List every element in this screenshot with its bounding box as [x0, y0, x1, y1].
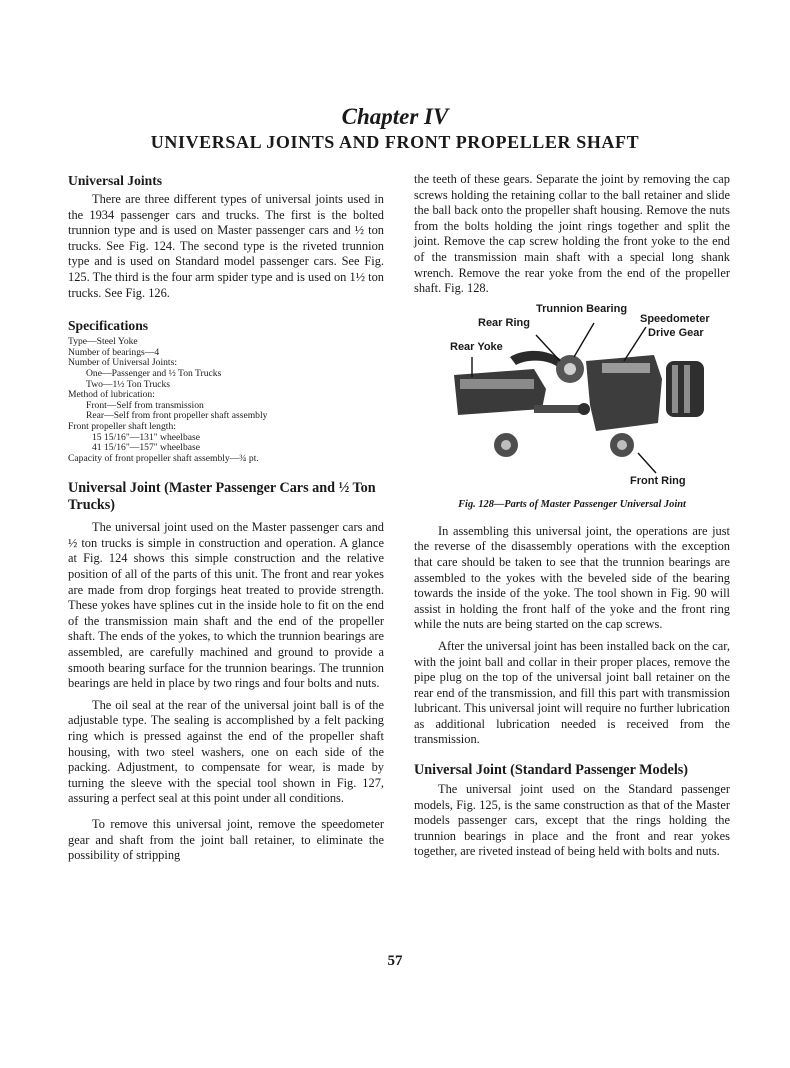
section-heading-specifications: Specifications — [68, 318, 149, 334]
paragraph-universal-joints: There are three different types of universal joints used in the 1934 passenger cars and trucks. The first is the bolted trunnion type and is used on Master passenger cars and ½ ton trucks. See Fig. 124. The second type is the riveted trunnion type and is used on Standard model passenger cars. See Fig. 125. The third is the four arm spider type and is used on 1½ ton trucks. See Fig. 126. — [68, 192, 384, 300]
paragraph-assembly-2: After the universal joint has been installed back on the car, with the joint ball and collar in their proper places, remove the pipe plug on the top of the universal joint ball retainer on the rear end of the transmission, and fill this part with transmission lubricant. This universal joint will require no further lubrication as additional lubrication needed is received from the transmission. — [414, 638, 730, 747]
bolt-shape — [534, 405, 580, 413]
spec-line: One—Passenger and ½ Ton Trucks — [86, 367, 222, 379]
spec-line: Two—1½ Ton Trucks — [86, 378, 171, 390]
paragraph-assembly-1: In assembling this universal joint, the operations are just the reverse of the disassembly operations with the exception that care should be taken to see that the trunnion bearings are assembled to the yokes with the beveled side of the bearing towards the inside of the yoke. The tool shown in Fig. 90 will assist in holding the front half of the yoke and the front ring while the nuts are being started on the cap screws. — [414, 523, 730, 632]
right-column — [414, 172, 730, 860]
paragraph-master-joint-2: The oil seal at the rear of the universal joint ball is of the adjustable type. The sealing is accomplished by a felt packing ring which is pressed against the end of the propeller shaft housing, with two steel washers, one on each side of the packing. Adjustment, to compensate for wear, is made by turning the sleeve with the special tool shown in Fig. 127, assuring a perfect seal at this point under all conditions. — [68, 697, 384, 806]
bearing-cap-center — [501, 440, 511, 450]
label-trunnion-bearing: Trunnion Bearing — [536, 302, 628, 315]
leader-line-speedometer — [624, 327, 646, 361]
rear-yoke-highlight — [460, 379, 534, 389]
leader-line-trunnion — [574, 323, 594, 357]
drive-gear-teeth — [672, 365, 678, 413]
paragraph-standard-joint: The universal joint used on the Standard passenger models, Fig. 125, is the same construction as that of the Master models passenger cars, except that the rings holding the trunnion bearings in place and the front and rear yokes together, are riveted instead of being held with bolts and nuts. — [414, 782, 730, 859]
paragraph-master-joint-1: The universal joint used on the Master passenger cars and ½ ton trucks is simple in construction and operation. A glance at Fig. 124 shows this simple construction and the relative position of all of the parts of this unit. The front and rear yokes are made from drop forgings heat treated to provide strength. These yokes have splines cut in the inside hole to fit on the end of the transmission main shaft and the end of the propeller shaft. The ends of the yokes, to which the trunnion bearings are assembled, are carefully machined and ground to provide a smooth bearing surface for the trunnion bearings. The trunnion bearings are held in place by two rings and four bolts and nuts. — [68, 520, 384, 691]
label-drive-gear: Drive Gear — [648, 326, 704, 339]
specifications-list — [68, 337, 384, 464]
page-number: 57 — [387, 953, 403, 969]
label-rear-ring: Rear Ring — [478, 316, 530, 329]
chapter-title: UNIVERSAL JOINTS AND FRONT PROPELLER SHAFT — [150, 132, 640, 152]
drive-gear-teeth — [684, 365, 690, 413]
trunnion-bearing-center — [564, 363, 576, 375]
front-yoke-highlight — [602, 363, 650, 373]
spec-line: Capacity of front propeller shaft assembly—¾ pt. — [68, 452, 259, 464]
leader-line-front-ring — [638, 453, 656, 473]
spec-line: Type—Steel Yoke — [68, 336, 138, 348]
label-speedometer: Speedometer — [640, 312, 710, 325]
spec-line: 15 15/16"—131" wheelbase — [92, 431, 201, 443]
bearing-cap-center — [617, 440, 627, 450]
spec-line: Front—Self from transmission — [86, 399, 204, 411]
section-heading-standard-joint: Universal Joint (Standard Passenger Models) — [414, 762, 689, 779]
section-heading-universal-joints: Universal Joints — [68, 173, 163, 188]
label-rear-yoke: Rear Yoke — [450, 340, 503, 353]
figure-caption: Fig. 128—Parts of Master Passenger Universal Joint — [458, 498, 686, 510]
spec-line: Method of lubrication: — [68, 389, 155, 401]
paragraph-master-joint-3: To remove this universal joint, remove the speedometer gear and shaft from the joint ball retainer, to eliminate the possibility of stripping — [68, 816, 384, 863]
spec-line: Rear—Self from front propeller shaft assembly — [86, 410, 268, 422]
figure-universal-joint-parts — [414, 302, 730, 495]
chapter-label: Chapter IV — [341, 104, 449, 129]
spec-line: Number of Universal Joints: — [68, 357, 177, 369]
spec-line: Front propeller shaft length: — [68, 420, 176, 432]
spec-line: Number of bearings—4 — [68, 346, 160, 358]
spec-line: 41 15/16"—157" wheelbase — [92, 442, 201, 454]
paragraph-continuation: the teeth of these gears. Separate the joint by removing the cap screws holding the retaining collar to the ball retainer and slide the ball back onto the propeller shaft housing. Remove the nuts from the bolts holding the joint rings together and split the joint. Remove the cap screw holding the front yoke to the end of the transmission main shaft with a special long shank wrench. Remove the rear yoke from the end of the propeller shaft. Fig. 128. — [414, 172, 730, 296]
section-heading-master-joint: Universal Joint (Master Passenger Cars and ½ Ton Trucks) — [68, 480, 376, 514]
nut-shape — [578, 403, 590, 415]
rear-ring-shape — [510, 351, 564, 369]
rear-yoke-shape — [454, 369, 546, 415]
label-front-ring: Front Ring — [630, 474, 686, 487]
left-column — [68, 172, 384, 864]
